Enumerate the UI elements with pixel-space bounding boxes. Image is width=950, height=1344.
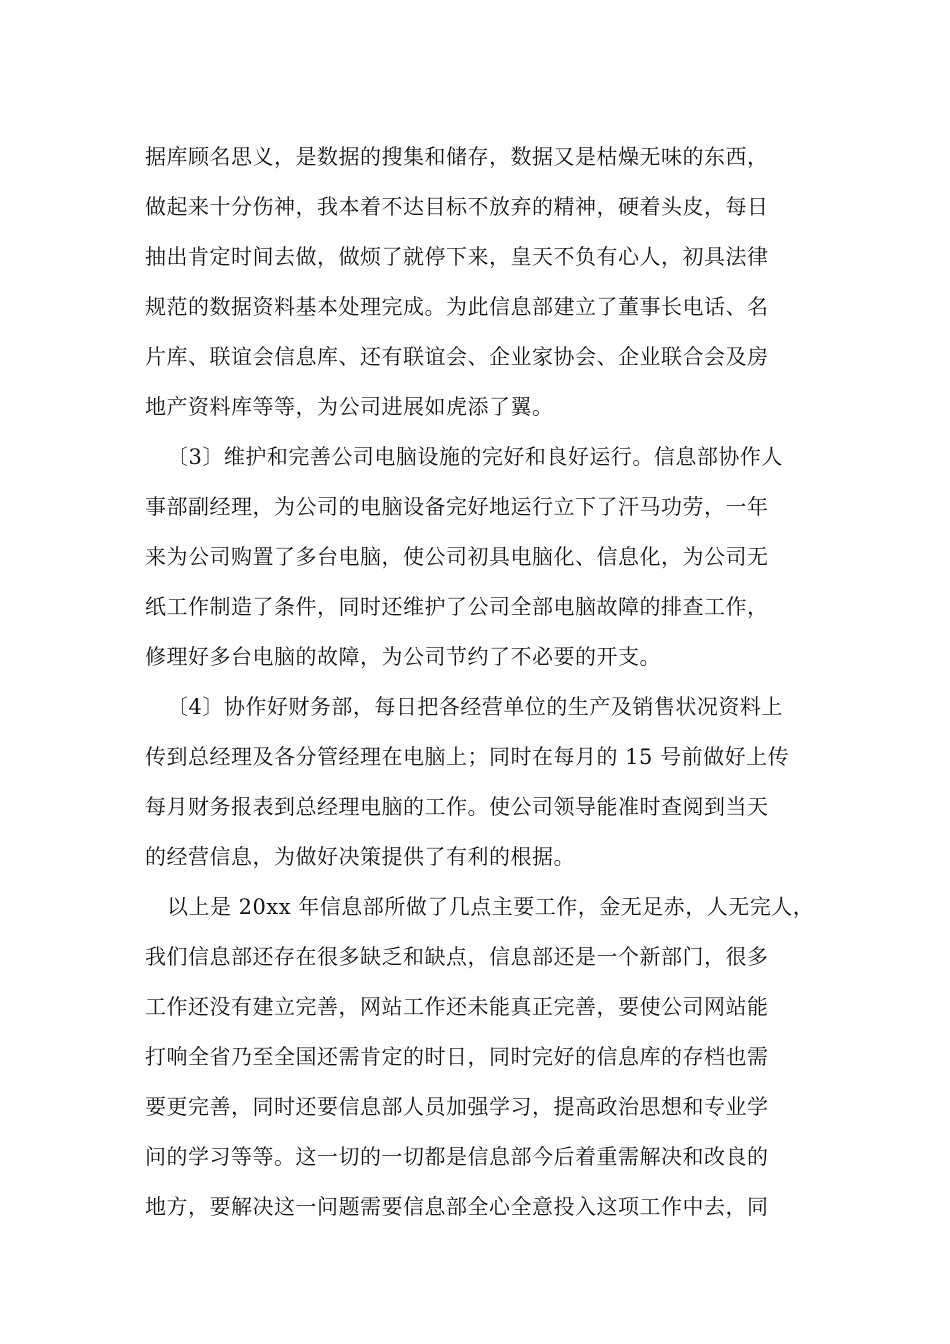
- document-body: [145, 132, 815, 1232]
- text-line: 来为公司购置了多台电脑，使公司初具电脑化、信息化，为公司无: [145, 545, 769, 569]
- text-line: 要更完善，同时还要信息部人员加强学习，提高政治思想和专业学: [145, 1095, 769, 1119]
- text-line: 的经营信息，为做好决策提供了有利的根据。: [145, 845, 575, 869]
- text-line: 〔3〕维护和完善公司电脑设施的完好和良好运行。信息部协作人: [167, 445, 783, 469]
- text-line: 事部副经理，为公司的电脑设备完好地运行立下了汗马功劳，一年: [145, 495, 769, 519]
- text-line: 抽出肯定时间去做，做烦了就停下来，皇天不负有心人，初具法律: [145, 245, 769, 269]
- text-line: 纸工作制造了条件，同时还维护了公司全部电脑故障的排查工作，: [145, 595, 769, 619]
- text-line: 传到总经理及各分管经理在电脑上；同时在每月的 15 号前做好上传: [145, 745, 790, 769]
- text-line: 以上是 20xx 年信息部所做了几点主要工作，金无足赤，人无完人，: [167, 895, 815, 919]
- text-line: 据库顾名思义，是数据的搜集和储存，数据又是枯燥无味的东西，: [145, 145, 769, 169]
- text-line: 〔4〕协作好财务部，每日把各经营单位的生产及销售状况资料上: [167, 695, 783, 719]
- text-line: 地产资料库等等，为公司进展如虎添了翼。: [145, 395, 554, 419]
- text-line: 做起来十分伤神，我本着不达目标不放弃的精神，硬着头皮，每日: [145, 195, 769, 219]
- text-line: 片库、联谊会信息库、还有联谊会、企业家协会、企业联合会及房: [145, 345, 769, 369]
- text-line: 地方，要解决这一问题需要信息部全心全意投入这项工作中去，同: [145, 1195, 769, 1219]
- text-line: 规范的数据资料基本处理完成。为此信息部建立了董事长电话、名: [145, 295, 769, 319]
- text-line: 工作还没有建立完善，网站工作还未能真正完善，要使公司网站能: [145, 995, 769, 1019]
- text-line: 打响全省乃至全国还需肯定的时日，同时完好的信息库的存档也需: [145, 1045, 769, 1069]
- text-line: 修理好多台电脑的故障，为公司节约了不必要的开支。: [145, 645, 661, 669]
- text-line: 每月财务报表到总经理电脑的工作。使公司领导能准时查阅到当天: [145, 795, 769, 819]
- text-line: 我们信息部还存在很多缺乏和缺点，信息部还是一个新部门，很多: [145, 945, 769, 969]
- text-line: 问的学习等等。这一切的一切都是信息部今后着重需解决和改良的: [145, 1145, 769, 1169]
